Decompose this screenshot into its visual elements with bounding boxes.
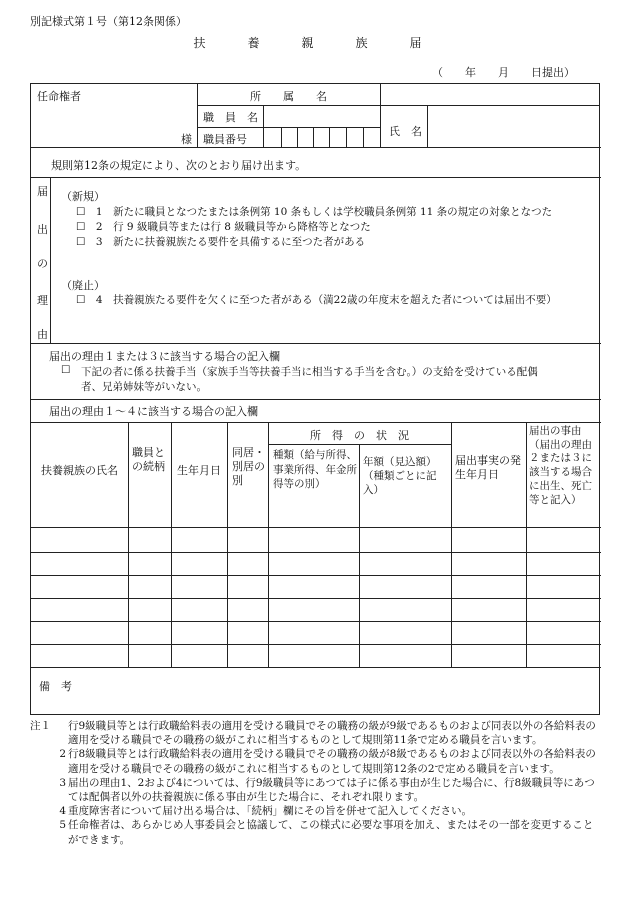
note-5: 5 任命権者は、あらかじめ人事委員会と協議して、この様式に必要な事項を加え、またはその一部を変更することができます。 [59,819,594,846]
reason-item-1[interactable]: ☐ 1 新たに職員となつたまたは条例第 10 条もしくは学校職員条例第 11 条の規定の対象となつた [76,206,553,218]
shimei-input[interactable] [431,108,596,145]
section13-checkbox[interactable]: ☐ [61,364,71,376]
reason-side-char-2: 出 [37,223,48,236]
shimei-label: 氏 名 [389,125,422,138]
table-row[interactable] [31,553,601,575]
remarks-label: 備 考 [39,680,72,693]
shozoku-label: 所 属 名 [250,90,327,103]
col-name-header: 扶養親族の氏名 [41,464,118,477]
col-income-header: 所 得 の 状 況 [310,429,409,442]
shokuin-bango-input[interactable] [264,128,380,147]
shozoku-input[interactable] [389,86,594,103]
table-row[interactable] [31,599,601,621]
notes-section [30,719,600,847]
table-row[interactable] [31,645,601,667]
section13-text-1: 下記の者に係る扶養手当（家族手当等扶養手当に相当する手当を含む。）の支給を受けている配偶 [81,366,538,378]
section13-text-2: 者、兄弟姉妹等がいない。 [81,381,207,393]
form-label: 別記様式第１号（第12条関係） [30,15,187,28]
sama-label: 様 [181,133,192,146]
table-row[interactable] [31,528,601,552]
appointer-label: 任命権者 [37,90,81,103]
submission-date-line[interactable]: （ 年 月 日提出） [432,66,575,79]
col-living-header: 同居・別居の別 [232,446,265,487]
reason-side-char-4: 理 [37,294,48,307]
shokuin-mei-label: 職 員 名 [203,111,258,124]
reason-side-char-5: 由 [37,328,48,341]
note-4: 4 重度障害者について届け出る場合は、「続柄」欄にその旨を併せて記入してください。 [59,805,473,818]
form-frame [30,83,600,715]
section14-heading: 届出の理由１～４に該当する場合の記入欄 [49,405,258,418]
col-income-amount-header: 年額（見込額）（種類ごとに記入） [363,456,437,496]
section13-heading: 届出の理由１または３に該当する場合の記入欄 [49,350,280,363]
note-2: 2 行8級職員等とは行政職給料表の適用を受ける職員でその職務の級が8級であるものおよび同表以外の各給料表の適用を受ける職員でその職務の級がこれに相当するものとして規則第12条の2で定める職員を言います。 [59,748,596,775]
col-relation-header: 職員との続柄 [132,446,165,473]
table-row[interactable] [31,576,601,598]
col-event-date-header: 届出事実の発生年月日 [455,454,521,481]
reason-new-label: （新規） [61,190,105,203]
col-birth-header: 生年月日 [177,464,221,477]
remarks-input[interactable] [91,674,591,710]
note-1: 注１ 行9級職員等とは行政職給料表の適用を受ける職員でその職務の級が9級であるものおよび同表以外の各給料表の適用を受ける職員でその職務の級がこれに相当するものとして規則第11条で定める職員を言います。 [30,720,596,747]
col-reason-header: 届出の事由（届出の理由２または３に該当する場合に出生、死亡等と記入） [529,425,592,506]
table-row[interactable] [31,622,601,644]
note-3: 3 届出の理由1、2および4については、行9級職員等にあつては子に係る事由が生じた場合に、行8級職員等にあつては配偶者以外の扶養親族に係る事由が生じた場合に、それぞれ限ります。 [59,776,595,804]
shokuin-mei-input[interactable] [267,107,377,125]
reason-item-2[interactable]: ☐ 2 行 9 級職員等または行 8 級職員等から降格等となつた [76,221,371,233]
reason-item-4[interactable]: ☐ 4 扶養親族たる要件を欠くに至つた者がある（満22歳の年度末を超えた者については届出不要） [76,294,557,306]
form-title: 扶 養 親 族 届 [193,36,437,50]
reason-item-3[interactable]: ☐ 3 新たに扶養親族たる要件を具備するに至つた者がある [76,236,366,248]
col-income-type-header: 種類（給与所得、事業所得、年金所得等の別） [273,449,357,490]
reason-side-char-1: 届 [37,185,48,198]
shokuin-bango-label: 職員番号 [203,133,247,146]
reason-abolish-label: （廃止） [61,279,105,292]
intro-text: 規則第12条の規定により、次のとおり届け出ます。 [51,159,307,172]
reason-side-char-3: の [37,257,48,270]
